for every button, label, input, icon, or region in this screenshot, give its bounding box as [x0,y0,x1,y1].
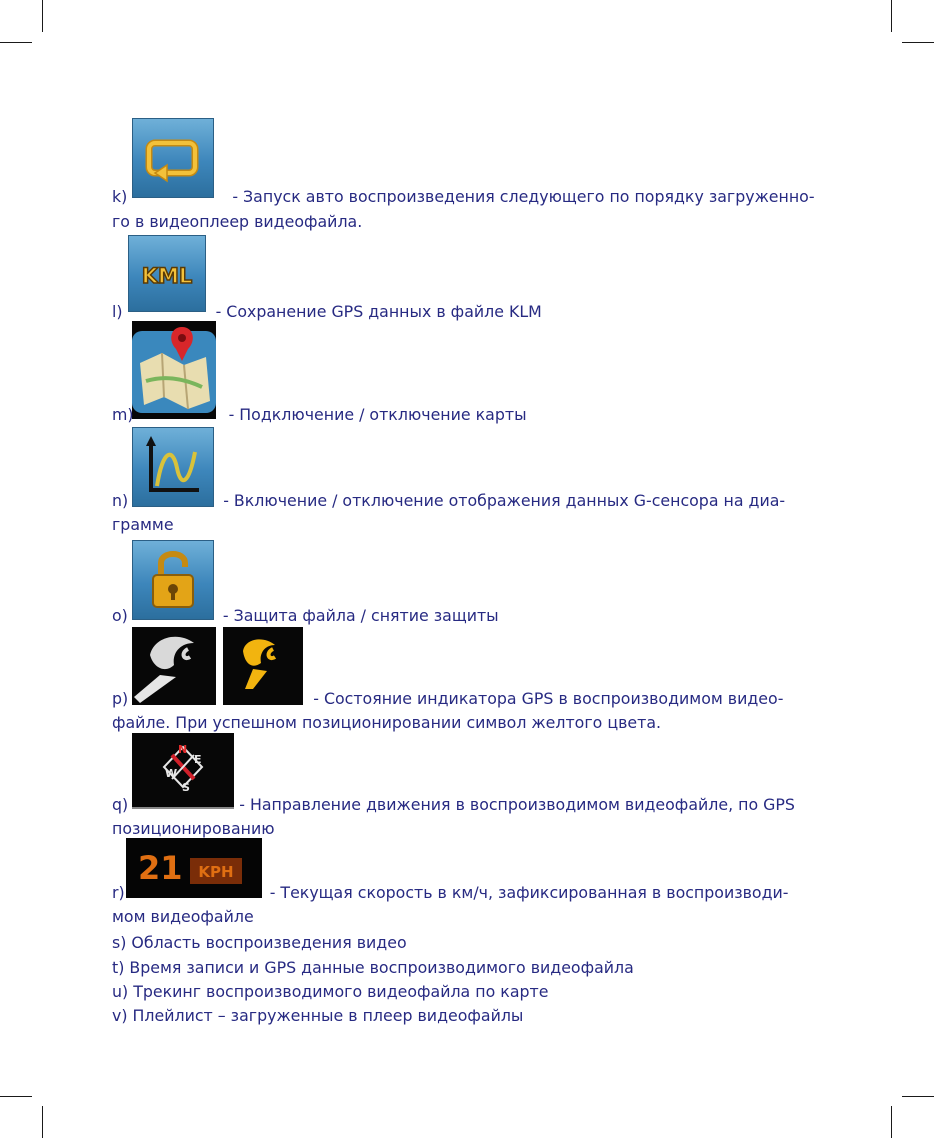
item-l-text: - Сохранение GPS данных в файле KLM [210,302,542,321]
crop-mark [891,1106,892,1138]
compass-n-label: N [178,743,188,756]
compass-w-label: W [165,767,178,780]
item-r-letter: r) [112,883,125,902]
item-k-cont: го в видеоплеер видеофайла. [112,212,363,231]
crop-mark [42,1106,43,1138]
item-n-cont: грамме [112,515,174,534]
kml-icon-label: KML [141,264,193,288]
item-r-text: - Текущая скорость в км/ч, зафиксированная в воспроизводи- [264,883,789,902]
item-o-letter: o) [112,606,128,625]
item-r-cont: мом видеофайле [112,907,254,926]
item-q-line [112,794,795,816]
item-k-text: - Запуск авто воспроизведения следующего по порядку загруженно- [227,187,815,206]
crop-mark [902,1096,934,1097]
item-l-letter: l) [112,302,123,321]
crop-mark [0,42,32,43]
crop-mark [42,0,43,32]
item-n-text: - Включение / отключение отображения данных G-сенсора на диа- [218,491,786,510]
item-q-text: - Направление движения в воспроизводимом видеофайле, по GPS [234,795,795,814]
item-l-line [112,301,542,323]
item-n-line [112,490,785,512]
speed-value: 21 [138,849,183,887]
item-p-line [112,688,783,710]
item-m-line [112,404,527,426]
crop-mark [902,42,934,43]
item-u: u) Трекинг воспроизводимого видеофайла по карте [112,982,549,1001]
item-p-text: - Состояние индикатора GPS в воспроизводимом видео- [308,689,784,708]
item-s: s) Область воспроизведения видео [112,933,407,952]
item-o-text: - Защита файла / снятие защиты [217,606,499,625]
speed-unit: KPH [198,863,234,881]
item-k-line [112,186,815,208]
item-o-line [112,605,499,627]
item-p-letter: p) [112,689,129,708]
item-v: v) Плейлист – загруженные в плеер видеофайлы [112,1006,524,1025]
crop-mark [0,1096,32,1097]
item-r-line [112,882,788,904]
item-q-cont: позиционированию [112,819,275,838]
item-n-letter: n) [112,491,129,510]
item-t: t) Время записи и GPS данные воспроизводимого видеофайла [112,958,634,977]
item-p-cont: файле. При успешном позиционировании символ желтого цвета. [112,713,662,732]
item-q-letter: q) [112,795,129,814]
item-m-text: - Подключение / отключение карты [223,405,527,424]
item-k-letter: k) [112,187,128,206]
compass-s-label: S [182,781,190,794]
item-m-letter: m) [112,405,134,424]
crop-mark [891,0,892,32]
compass-e-label: E [194,753,202,766]
